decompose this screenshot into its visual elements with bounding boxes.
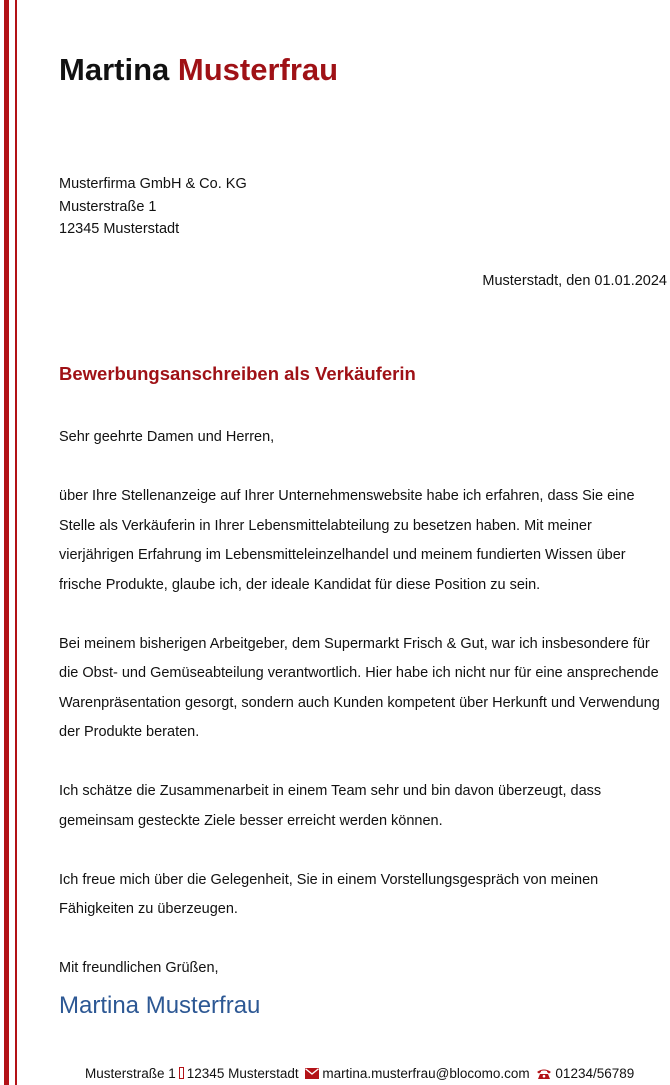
phone-icon: [536, 1064, 552, 1084]
body-paragraph: Bei meinem bisherigen Arbeitgeber, dem Supermarkt Frisch & Gut, war ich insbesondere für die Obst- und Gemüseabteilung verantwortlich. Hier habe ich nicht nur für eine ansprechende Warenpräsentation gesorgt, sondern auch Kunden kompetent über Herkunft und Verwendung der Produkte beraten.: [59, 635, 660, 740]
applicant-name-header: [59, 50, 338, 90]
footer-phone: 01234/56789: [555, 1066, 635, 1081]
signature: Martina Musterfrau: [59, 992, 261, 1019]
salutation: Sehr geehrte Damen und Herren,: [59, 429, 275, 445]
left-accent-bar-thick: [4, 0, 9, 1085]
footer-email[interactable]: martina.musterfrau@blocomo.com: [322, 1066, 530, 1081]
letter-body: [59, 423, 667, 984]
envelope-icon: [305, 1064, 319, 1084]
recipient-street: Musterstraße 1: [59, 198, 157, 215]
body-paragraph: Ich freue mich über die Gelegenheit, Sie in einem Vorstellungsgespräch von meinen Fähigkeiten zu überzeugen.: [59, 871, 599, 917]
last-name: Musterfrau: [177, 52, 339, 87]
letter-subject: Bewerbungsanschreiben als Verkäuferin: [59, 363, 416, 384]
date-line: Musterstadt, den 01.01.2024: [482, 273, 667, 289]
recipient-address: [59, 173, 247, 241]
closing: Mit freundlichen Grüßen,: [59, 960, 219, 976]
recipient-city: 12345 Musterstadt: [59, 221, 180, 237]
first-name: Martina: [59, 52, 170, 87]
footer-contact: [85, 1064, 634, 1084]
body-paragraph: Ich schätze die Zusammenarbeit in einem Team sehr und bin davon überzeugt, dass gemeinsam gesteckte Ziele besser erreicht werden können.: [59, 783, 602, 829]
footer-street: Musterstraße 1: [85, 1066, 176, 1081]
footer-city: 12345 Musterstadt: [186, 1066, 299, 1081]
body-paragraph: über Ihre Stellenanzeige auf Ihrer Unternehmenswebsite habe ich erfahren, dass Sie eine Stelle als Verkäuferin in Ihrer Lebensmittelabteilung zu besetzen haben. Mit meiner vierjährigen Erfahrung im Lebensmitteleinzelhandel und meinem fundierten Wissen über frische Produkte, glaube ich, der ideale Kandidat für diese Position zu sein.: [59, 488, 635, 593]
left-accent-bar-thin: [15, 0, 17, 1085]
separator-icon: [179, 1067, 184, 1079]
recipient-company: Musterfirma GmbH & Co. KG: [59, 176, 247, 192]
